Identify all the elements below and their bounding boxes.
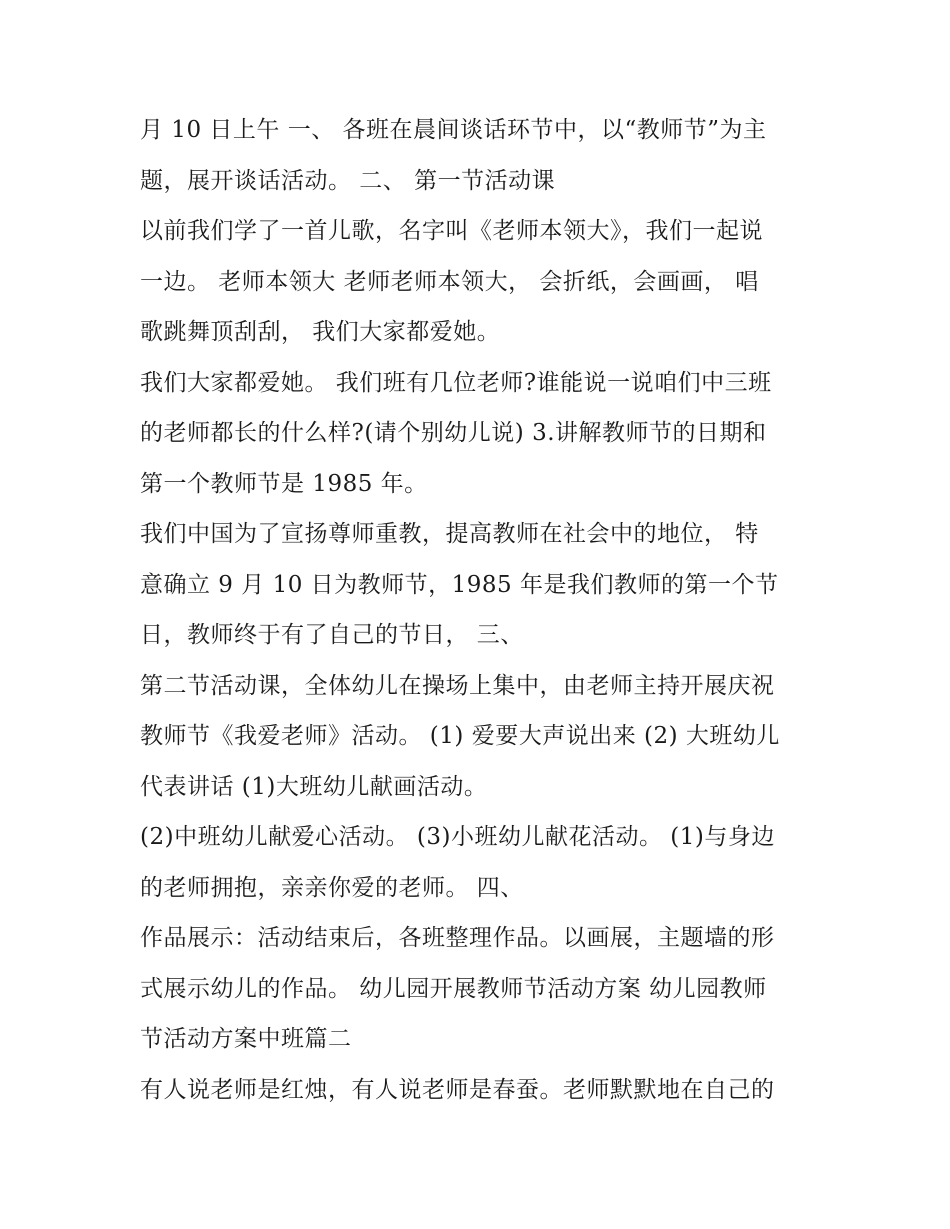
text-line: 一边。 老师本领大 老师老师本领大， 会折纸，会画画， 唱: [140, 268, 759, 295]
text-line: 教师节《我爱老师》活动。 (1) 爱要大声说出来 (2) 大班幼儿: [140, 723, 780, 749]
text-line: 的老师拥抱，亲亲你爱的老师。 四、: [140, 874, 524, 901]
text-line: 以前我们学了一首儿歌，名字叫《老师本领大》，我们一起说: [140, 218, 763, 244]
text-line: 第一个教师节是 1985 年。: [140, 470, 428, 497]
text-line: 有人说老师是红烛，有人说老师是春蚕。老师默默地在自己的: [140, 1076, 775, 1103]
text-line: 我们中国为了宣扬尊师重教，提高教师在社会中的地位， 特: [140, 521, 759, 547]
text-line: 式展示幼儿的作品。 幼儿园开展教师节活动方案 幼儿园教师: [140, 975, 767, 1002]
text-line: 歌跳舞顶刮刮， 我们大家都爱她。: [140, 319, 501, 345]
text-line: 我们大家都爱她。 我们班有几位老师?谁能说一说咱们中三班: [140, 369, 772, 396]
text-line: 月 10 日上午 一、 各班在晨间谈话环节中，以“教师节”为主: [140, 117, 767, 143]
text-line: 节活动方案中班篇二: [140, 1026, 352, 1052]
text-line: 的老师都长的什么样?(请个别幼儿说) 3.讲解教师节的日期和: [140, 420, 767, 446]
document-body: [140, 110, 820, 1120]
text-line: (2)中班幼儿献爱心活动。 (3)小班幼儿献花活动。 (1)与身边: [140, 824, 775, 850]
text-line: 作品展示：活动结束后，各班整理作品。以画展，主题墙的形: [140, 925, 775, 951]
text-line: 第二节活动课，全体幼儿在操场上集中，由老师主持开展庆祝: [140, 672, 775, 699]
text-line: 日，教师终于有了自己的节日， 三、: [140, 622, 524, 648]
text-line: 意确立 9 月 10 日为教师节，1985 年是我们教师的第一个节: [140, 571, 779, 598]
text-line: 代表讲话 (1)大班幼儿献画活动。: [140, 773, 488, 800]
text-line: 题，展开谈话活动。 二、 第一节活动课: [140, 167, 556, 194]
